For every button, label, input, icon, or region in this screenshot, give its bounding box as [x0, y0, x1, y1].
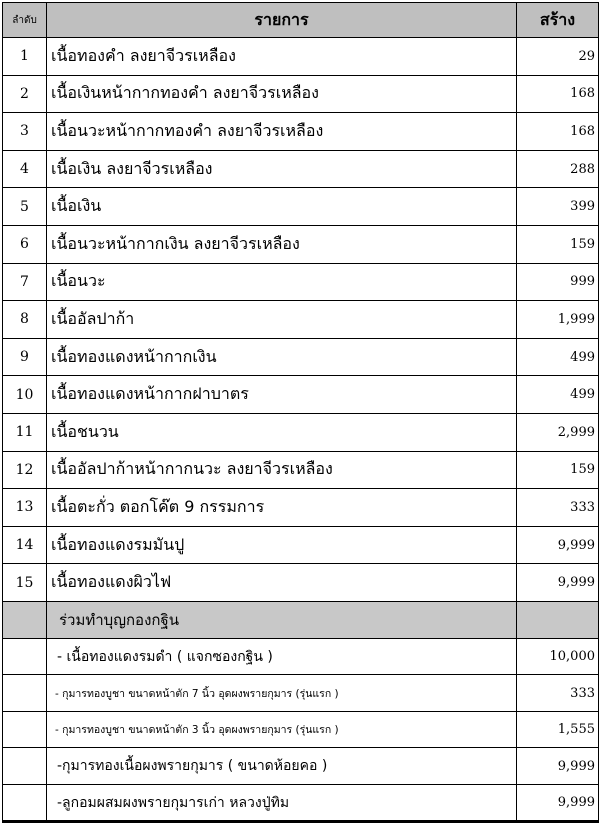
- sub-row: [3, 784, 599, 822]
- table-row: [3, 413, 599, 451]
- table-row: [3, 301, 599, 339]
- row-number: 8: [3, 301, 47, 339]
- row-item: เนื้อทองแดงหน้ากากฝาบาตร: [47, 376, 517, 414]
- sub-row-quantity: 10,000: [517, 638, 599, 675]
- table-row: [3, 263, 599, 301]
- row-number: 12: [3, 451, 47, 489]
- row-number: 15: [3, 564, 47, 602]
- section-header-row: [3, 601, 599, 638]
- row-item: เนื้อเงิน: [47, 188, 517, 226]
- sub-row-item: - กุมารทองบูชา ขนาดหน้าตัก 7 นิ้ว อุดผงพรายกุมาร (รุ่นแรก ): [47, 675, 517, 712]
- row-item: เนื้อเงินหน้ากากทองคำ ลงยาจีวรเหลือง: [47, 75, 517, 113]
- row-quantity: 168: [517, 113, 599, 151]
- row-number: 7: [3, 263, 47, 301]
- row-number: 2: [3, 75, 47, 113]
- table-row: [3, 38, 599, 76]
- table-row: [3, 526, 599, 564]
- table-header-row: [3, 3, 599, 38]
- row-quantity: 9,999: [517, 564, 599, 602]
- row-number: 3: [3, 113, 47, 151]
- sub-row-quantity: 9,999: [517, 748, 599, 785]
- sub-row-number: [3, 784, 47, 822]
- row-item: เนื้อตะกั่ว ตอกโค๊ต 9 กรรมการ: [47, 489, 517, 527]
- row-item: เนื้อทองแดงรมมันปู: [47, 526, 517, 564]
- section-quantity-cell: [517, 601, 599, 638]
- row-number: 1: [3, 38, 47, 76]
- header-item: รายการ: [47, 3, 517, 38]
- row-number: 9: [3, 338, 47, 376]
- row-quantity: 1,999: [517, 301, 599, 339]
- row-quantity: 399: [517, 188, 599, 226]
- row-quantity: 168: [517, 75, 599, 113]
- sub-row-number: [3, 675, 47, 712]
- header-number: ลำดับ: [3, 3, 47, 38]
- sub-row: [3, 711, 599, 748]
- row-quantity: 288: [517, 150, 599, 188]
- row-item: เนื้อชนวน: [47, 413, 517, 451]
- row-number: 4: [3, 150, 47, 188]
- row-quantity: 2,999: [517, 413, 599, 451]
- sub-row-number: [3, 748, 47, 785]
- row-quantity: 9,999: [517, 526, 599, 564]
- table-row: [3, 564, 599, 602]
- sub-row-item: -ลูกอมผสมผงพรายกุมารเก่า หลวงปู่ทิม: [47, 784, 517, 822]
- section-number-cell: [3, 601, 47, 638]
- row-number: 10: [3, 376, 47, 414]
- table-row: [3, 376, 599, 414]
- row-number: 14: [3, 526, 47, 564]
- row-item: เนื้อนวะหน้ากากทองคำ ลงยาจีวรเหลือง: [47, 113, 517, 151]
- row-quantity: 499: [517, 338, 599, 376]
- table-row: [3, 338, 599, 376]
- sub-row-quantity: 333: [517, 675, 599, 712]
- row-item: เนื้อทองแดงผิวไฟ: [47, 564, 517, 602]
- table-row: [3, 113, 599, 151]
- row-item: เนื้อทองคำ ลงยาจีวรเหลือง: [47, 38, 517, 76]
- table-row: [3, 75, 599, 113]
- header-quantity: สร้าง: [517, 3, 599, 38]
- row-quantity: 159: [517, 225, 599, 263]
- sub-row-item: - เนื้อทองแดงรมดำ ( แจกซองกฐิน ): [47, 638, 517, 675]
- production-table: [2, 2, 599, 823]
- sub-row-quantity: 1,555: [517, 711, 599, 748]
- table-row: [3, 188, 599, 226]
- row-item: เนื้อเงิน ลงยาจีวรเหลือง: [47, 150, 517, 188]
- table-row: [3, 451, 599, 489]
- row-item: เนื้อนวะหน้ากากเงิน ลงยาจีวรเหลือง: [47, 225, 517, 263]
- row-number: 11: [3, 413, 47, 451]
- row-quantity: 159: [517, 451, 599, 489]
- row-number: 13: [3, 489, 47, 527]
- table-row: [3, 489, 599, 527]
- sub-row-item: - กุมารทองบูชา ขนาดหน้าตัก 3 นิ้ว อุดผงพรายกุมาร (รุ่นแรก ): [47, 711, 517, 748]
- sub-row-number: [3, 711, 47, 748]
- row-quantity: 29: [517, 38, 599, 76]
- row-quantity: 999: [517, 263, 599, 301]
- row-item: เนื้อทองแดงหน้ากากเงิน: [47, 338, 517, 376]
- row-item: เนื้อนวะ: [47, 263, 517, 301]
- row-item: เนื้ออัลปาก้าหน้ากากนวะ ลงยาจีวรเหลือง: [47, 451, 517, 489]
- sub-row: [3, 638, 599, 675]
- sub-row: [3, 675, 599, 712]
- table-row: [3, 150, 599, 188]
- table-row: [3, 225, 599, 263]
- section-title: ร่วมทำบุญกองกฐิน: [47, 601, 517, 638]
- row-number: 6: [3, 225, 47, 263]
- sub-row: [3, 748, 599, 785]
- sub-row-quantity: 9,999: [517, 784, 599, 822]
- sub-row-item: -กุมารทองเนื้อผงพรายกุมาร ( ขนาดห้อยคอ ): [47, 748, 517, 785]
- sub-row-number: [3, 638, 47, 675]
- row-number: 5: [3, 188, 47, 226]
- row-quantity: 333: [517, 489, 599, 527]
- row-quantity: 499: [517, 376, 599, 414]
- row-item: เนื้ออัลปาก้า: [47, 301, 517, 339]
